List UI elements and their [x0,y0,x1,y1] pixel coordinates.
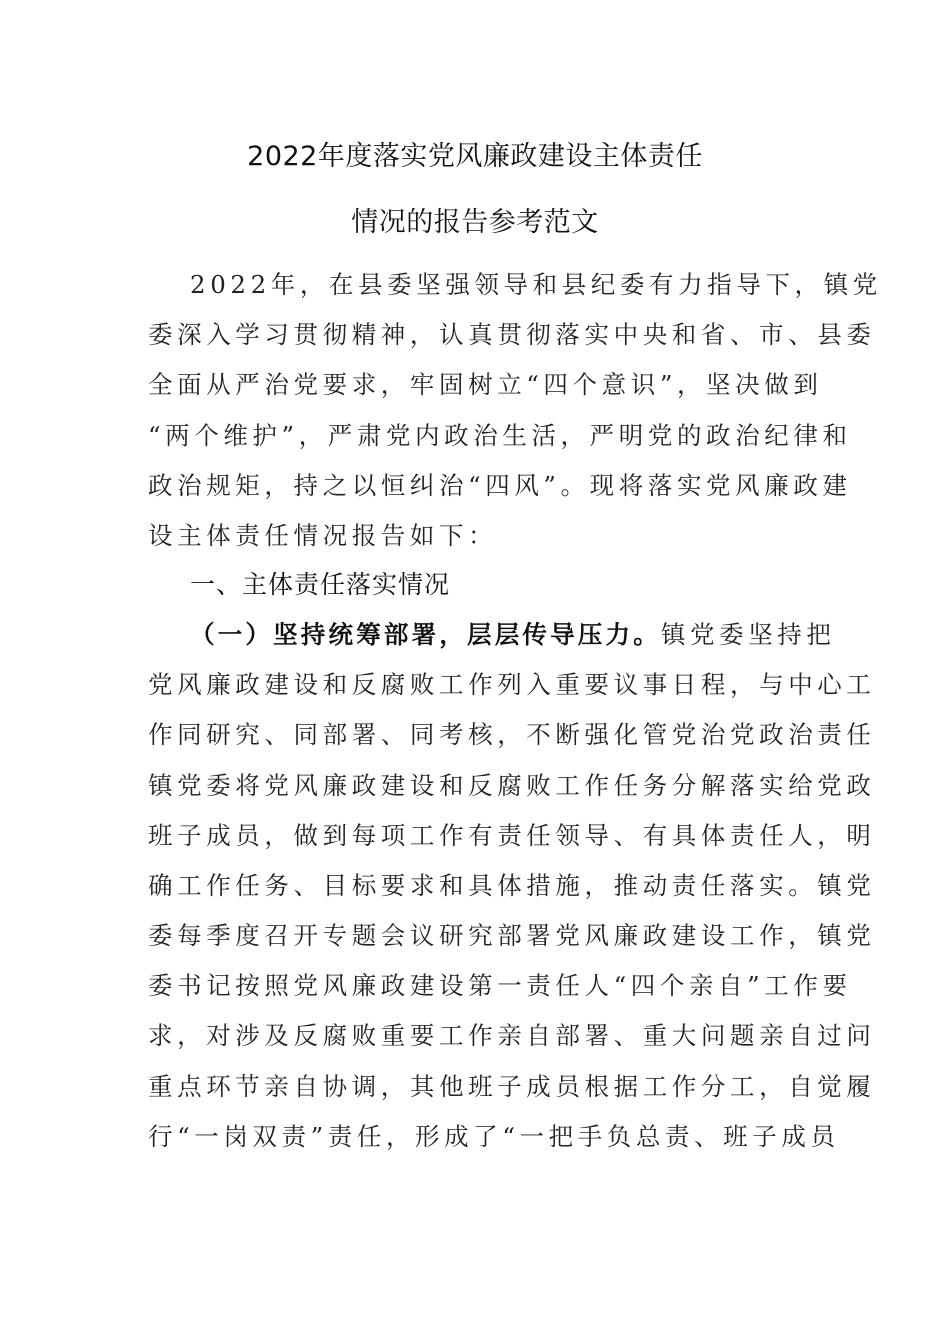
intro-line-3: 全面从严治党要求，牢固树立“四个意识”，坚决做到 [148,370,823,399]
intro-line-5: 政治规矩，持之以恒纠治“四风”。现将落实党风廉政建 [148,471,852,500]
body-line-5: 确工作任务、目标要求和具体措施，推动责任落实。镇党 [148,871,876,900]
body-line-3: 镇党委将党风廉政建设和反腐败工作任务分解落实给党政 [148,771,876,800]
intro-line-1: 2022年，在县委坚强领导和县纪委有力指导下，镇党 [190,270,882,299]
body-line-8: 求，对涉及反腐败重要工作亲自部署、重大问题亲自过问 [148,1021,876,1050]
section-heading: 一、主体责任落实情况 [190,570,451,599]
document-title-line-2: 情况的报告参考范文 [351,207,599,238]
body-line-7: 委书记按照党风廉政建设第一责任人“四个亲自”工作要 [148,971,852,1000]
subsection-lead-bold: （一）坚持统筹部署，层层传导压力。 [190,620,661,649]
body-line-10: 行“一岗双责”责任，形成了“一把手负总责、班子成员 [148,1122,840,1151]
body-line-2: 作同研究、同部署、同考核，不断强化管党治党政治责任 [148,720,876,749]
body-line-4: 班子成员，做到每项工作有责任领导、有具体责任人，明 [148,821,876,850]
intro-line-6: 设主体责任情况报告如下： [148,521,498,550]
body-line-1: 党风廉政建设和反腐败工作列入重要议事日程，与中心工 [148,670,876,699]
subsection-lead-line [148,620,836,650]
body-line-9: 重点环节亲自协调，其他班子成员根据工作分工，自觉履 [148,1072,876,1101]
intro-line-2: 委深入学习贯彻精神，认真贯彻落实中央和省、市、县委 [148,320,876,349]
intro-line-4: “两个维护”，严肃党内政治生活，严明党的政治纪律和 [148,421,852,450]
body-line-6: 委每季度召开专题会议研究部署党风廉政建设工作，镇党 [148,921,876,950]
document-title-line-1: 2022年度落实党风廉政建设主体责任 [247,141,703,172]
subsection-lead-rest: 镇党委坚持把 [660,620,836,649]
